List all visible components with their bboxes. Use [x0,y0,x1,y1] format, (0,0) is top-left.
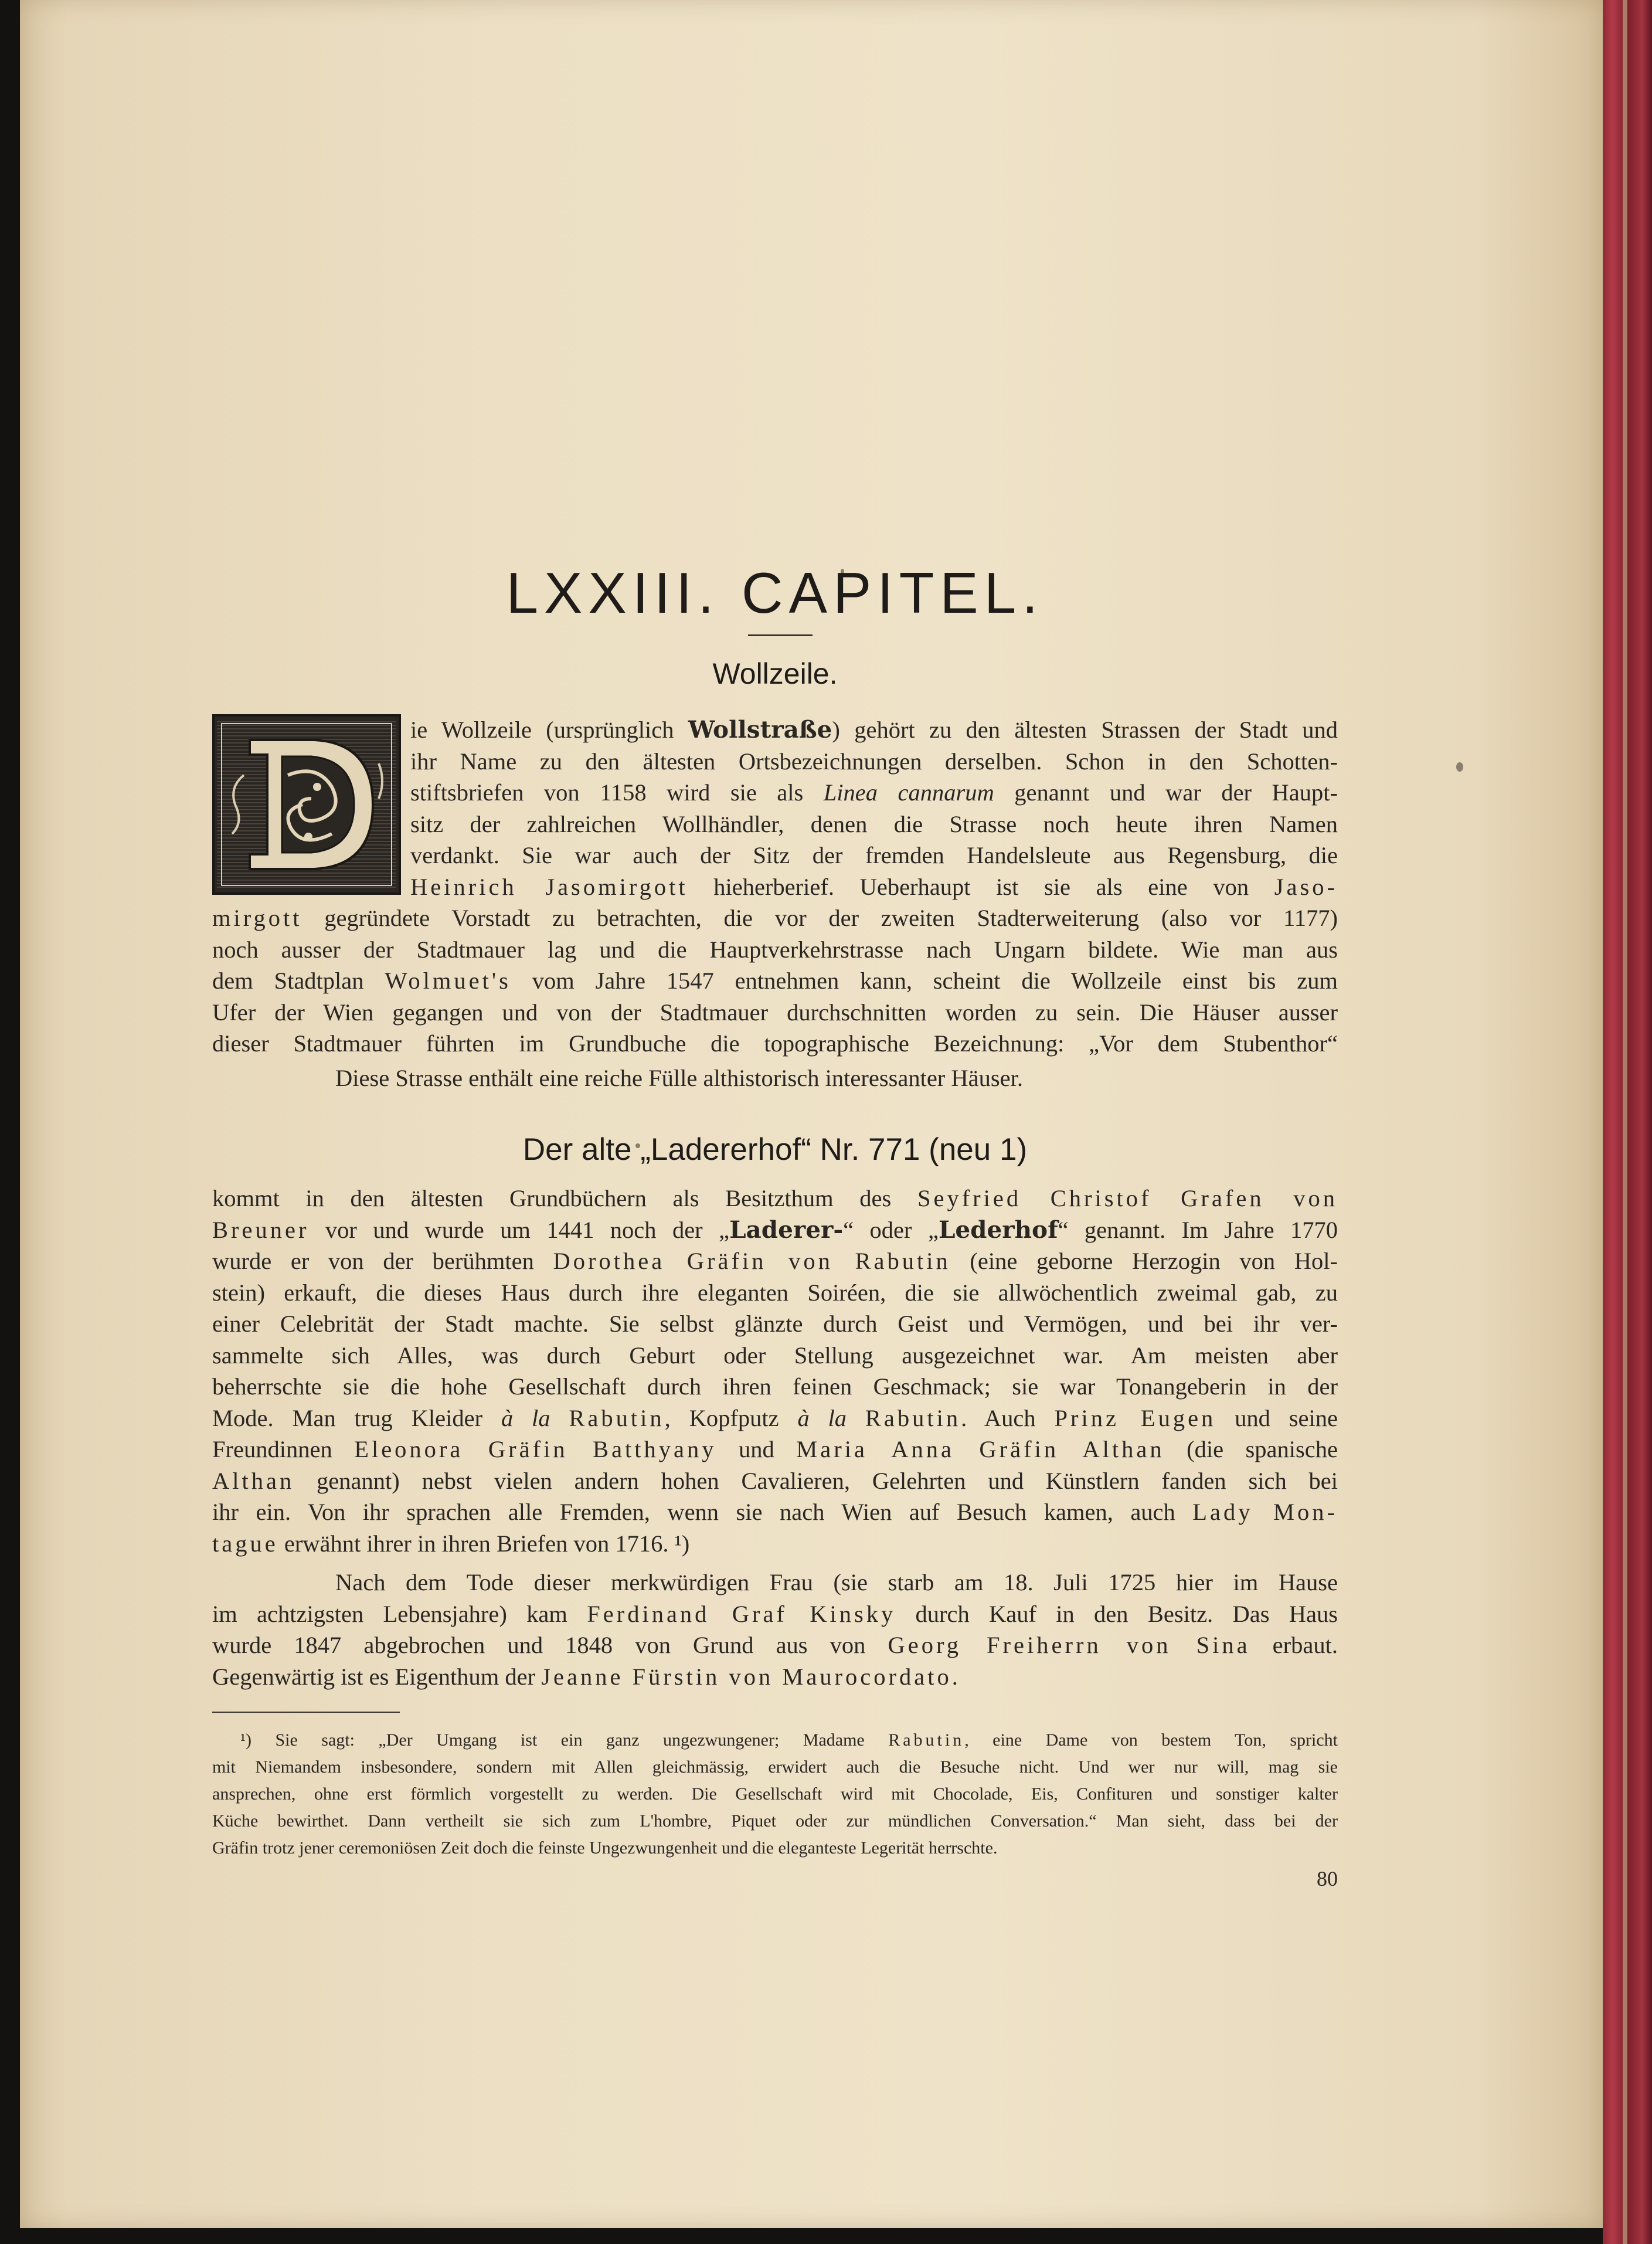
text-line [212,809,1338,840]
text-line [212,1754,1338,1781]
text-segment: Nach dem Tode dieser merkwürdigen Frau (sie starb am 18. Juli 1725 hier im Hause [335,1569,1338,1595]
text-segment: “ oder „ [843,1216,939,1243]
text-line [212,1214,1338,1246]
spaced-name: Prinz Eugen [1054,1404,1216,1431]
section-paragraph-2 [212,1567,1338,1692]
text-segment: . Auch [961,1404,1055,1431]
blackletter-term: Lederhof [938,1215,1058,1244]
text-segment: genannt) nebst vielen andern hohen Cavalieren, Gelehrten und Künstlern fanden sich bei [294,1467,1338,1494]
text-line [212,746,1338,778]
spaced-name: Ferdinand Graf Kinsky [587,1600,896,1627]
text-segment: Freundinnen [212,1436,355,1462]
text-line [212,1308,1338,1340]
text-segment [847,1405,865,1431]
spaced-name: Eleonora Gräfin Batthyany [354,1436,717,1462]
text-line [212,1808,1338,1835]
text-segment: einer Celebrität der Stadt machte. Sie selbst glänzte durch Geist und Vermögen, und bei ihr ver- [212,1311,1338,1337]
text-line [212,1245,1338,1277]
spaced-name: Georg Freiherrn von Sina [888,1632,1250,1658]
text-line [212,1403,1338,1434]
text-segment: verdankt. Sie war auch der Sitz der fremden Handelsleute aus Regensburg, die [410,842,1338,868]
text-segment: ¹) Sie sagt: „Der Umgang ist ein ganz ungezwungener; Madame [240,1730,889,1750]
text-segment: sitz der zahlreichen Wollhändler, denen die Strasse noch heute ihren Namen [410,810,1338,837]
text-line [212,1629,1338,1661]
italic-term: Linea cannarum [823,779,994,806]
spaced-name: Rabutin [569,1404,665,1431]
text-segment: durch Kauf in den Besitz. Das Haus [896,1600,1338,1627]
section-heading: Der alte „Ladererhof“ Nr. 771 (neu 1) [522,1132,1028,1167]
chapter-subtitle: Wollzeile. [712,657,838,690]
text-segment: hieherberief. Ueberhaupt ist sie als eine von [688,873,1274,900]
text-segment: gegründete Vorstadt zu betrachten, die vor der zweiten Stadterweiterung (also vor 1177) [302,905,1338,931]
text-segment: wurde 1847 abgebrochen und 1848 von Grund aus von [212,1632,888,1658]
spaced-name: Wolmuet's [385,967,511,994]
text-segment: und seine [1216,1404,1338,1431]
text-segment: “ genannt. Im Jahre 1770 [1058,1216,1338,1243]
spaced-name: Althan [212,1467,295,1494]
italic-term: à la [797,1404,847,1431]
text-segment: , eine Dame von bestem Ton, spricht [964,1730,1338,1750]
text-segment: erbaut. [1250,1632,1338,1658]
text-segment: ihr ein. Von ihr sprachen alle Fremden, wenn sie nach Wien auf Besuch kamen, auch [212,1499,1193,1525]
italic-term: à la [501,1404,550,1431]
text-line [212,1598,1338,1630]
footnote [212,1727,1338,1862]
book-page [20,0,1603,2228]
text-line [212,1496,1338,1528]
text-segment: Gräfin trotz jener ceremoniösen Zeit doch die feinste Ungezwungenheit und die eleganteste Legerität herrschte. [212,1838,998,1858]
spaced-name: Breuner [212,1216,310,1243]
text-segment: (eine geborne Herzogin von Hol- [950,1248,1338,1274]
spaced-name: Rabutin [865,1404,961,1431]
text-segment: ) gehört zu den ältesten Strassen der Stadt und [832,717,1338,743]
spaced-name: Heinrich Jasomirgott [410,873,688,900]
text-segment: dem Stadtplan [212,967,385,994]
spaced-name: Maria Anna Gräfin Althan [796,1436,1165,1462]
text-line [212,714,1338,746]
text-segment: vor und wurde um 1441 noch der „ [309,1216,730,1243]
text-line [212,1727,1338,1754]
text-segment: genannt und war der Haupt- [994,779,1338,806]
text-line [212,1434,1338,1465]
text-line [212,1183,1338,1214]
text-segment: ihr Name zu den ältesten Ortsbezeichnungen derselben. Schon in den Schotten- [410,748,1338,775]
text-segment: , Kopfputz [664,1404,798,1431]
text-line [212,1781,1338,1808]
text-segment: mit Niemandem insbesondere, sondern mit Allen gleichmässig, erwidert auch die Besuche nicht. Und wer nur will, mag sie [212,1757,1338,1777]
book-cover-edge [1603,0,1652,2244]
paper-speck [1456,762,1463,772]
text-segment: Mode. Man trug Kleider [212,1404,501,1431]
spaced-name: tague [212,1530,278,1557]
text-segment: im achtzigsten Lebensjahre) kam [212,1600,587,1627]
text-segment: Gegenwärtig ist es Eigenthum der [212,1663,542,1690]
text-line [212,777,1338,809]
text-line [212,997,1338,1028]
spaced-name: Jaso- [1274,873,1338,900]
text-segment: kommt in den ältesten Grundbüchern als Besitzthum des [212,1185,917,1211]
spaced-name: Rabutin [888,1730,965,1750]
text-segment: wurde er von der berühmten [212,1248,553,1274]
text-line [212,871,1338,903]
text-segment: erwähnt ihrer in ihren Briefen von 1716. ¹) [278,1530,690,1557]
text-segment: beherrschte sie die hohe Gesellschaft durch ihren feinen Geschmack; sie war Tonangeberin in der [212,1373,1338,1400]
intro-paragraph [212,714,1338,1060]
text-segment: noch ausser der Stadtmauer lag und die Hauptverkehrstrasse nach Ungarn bildete. Wie man aus [212,936,1338,963]
text-segment: vom Jahre 1547 entnehmen kann, scheint die Wollzeile einst bis zum [511,967,1338,994]
intro-closing-line [212,1062,1338,1094]
text-line [212,1567,1338,1598]
text-line [212,1661,1338,1693]
text-segment [550,1405,569,1431]
text-line [212,1340,1338,1371]
spaced-name: Dorothea Gräfin von Rabutin [553,1248,951,1274]
spaced-name: Jeanne Fürstin von Maurocordato [541,1663,952,1690]
text-segment: Küche bewirthet. Dann vertheilt sie sich zum L'hombre, Piquet oder zur mündlichen Conversation.“ Man sieht, dass bei der [212,1811,1338,1831]
text-segment: und [716,1436,797,1462]
text-segment: ansprechen, ohne erst förmlich vorgestellt zu werden. Die Gesellschaft wird mit Chocolade, Eis, Confituren und sonstiger kalter [212,1784,1338,1804]
text-segment: (die spanische [1164,1436,1338,1462]
text-segment: dieser Stadtmauer führten im Grundbuche die topographische Bezeichnung: „Vor dem Stubenthor“ [212,1030,1338,1057]
text-line [212,1465,1338,1497]
blackletter-term: Laderer- [729,1215,844,1244]
text-line [212,965,1338,997]
text-line [212,1835,1338,1862]
text-line [212,1277,1338,1309]
footnote-rule [212,1712,400,1713]
chapter-title: LXXIII. CAPITEL. [506,561,1044,625]
section-paragraph-1 [212,1183,1338,1559]
text-line [212,1371,1338,1403]
spaced-name: mirgott [212,905,302,931]
page-number: 80 [1317,1867,1338,1890]
text-line [212,1528,1338,1560]
text-segment: ie Wollzeile (ursprünglich [410,717,688,743]
title-rule [748,634,813,636]
text-line [212,902,1338,934]
text-segment: stein) erkauft, die dieses Haus durch ihre eleganten Soiréen, die sie allwöchentlich zweimal gab, zu [212,1279,1338,1306]
text-segment: Ufer der Wien gegangen und von der Stadtmauer durchschnitten worden zu sein. Die Häuser ausser [212,999,1338,1026]
text-segment: . [951,1663,958,1690]
text-segment: sammelte sich Alles, was durch Geburt oder Stellung ausgezeichnet war. Am meisten aber [212,1342,1338,1369]
intro-closing-text: Diese Strasse enthält eine reiche Fülle althistorisch interessanter Häuser. [335,1065,1023,1091]
spaced-name: Seyfried Christof Grafen von [917,1185,1338,1211]
blackletter-term: Wollstraße [688,715,832,744]
text-segment: stiftsbriefen von 1158 wird sie als [410,779,824,806]
text-line [212,1028,1338,1060]
spaced-name: Lady Mon- [1192,1499,1338,1525]
text-line [212,840,1338,871]
text-line [212,934,1338,966]
